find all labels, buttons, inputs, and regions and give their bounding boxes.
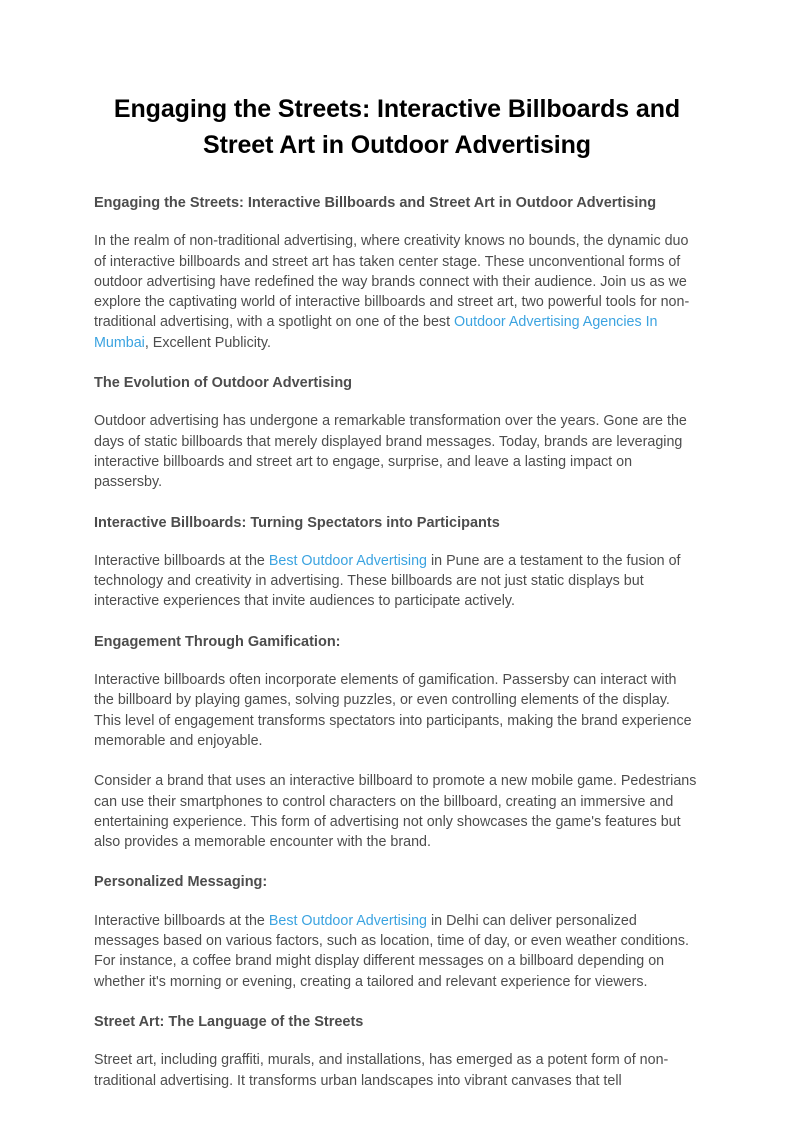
- link-best-outdoor-advertising-pune[interactable]: Best Outdoor Advertising: [268, 552, 427, 569]
- paragraph-intro-text-before: In the realm of non-traditional advertising, where creativity knows no bounds, the dynamic duo of interactive billboards and street art has taken center stage. These unconventional forms of outdoor advertising have redefined the way brands connect with their audience. Join us as we explore the captivating world of interactive billboards and street art, two powerful tools for non-traditional advertising, with a spotlight on one of the best: [94, 233, 690, 331]
- paragraph-intro-text-after: , Excellent Publicity.: [144, 334, 271, 351]
- link-best-outdoor-advertising-delhi[interactable]: Best Outdoor Advertising: [268, 912, 427, 929]
- paragraph-mobile-game-example: Consider a brand that uses an interactive billboard to promote a new mobile game. Pedestrians can use their smartphones to control characters on the billboard, creating an immersive and entertaining experience. This form of advertising not only showcases the game's features but also provides a memorable encounter with the brand.: [94, 773, 697, 851]
- intro-heading: Engaging the Streets: Interactive Billboards and Street Art in Outdoor Advertising: [94, 195, 657, 211]
- heading-interactive-billboards: Interactive Billboards: Turning Spectators into Participants: [94, 514, 500, 531]
- page-title: Engaging the Streets: Interactive Billboards and Street Art in Outdoor Advertising: [113, 95, 681, 159]
- heading-personalized-messaging: Personalized Messaging:: [94, 874, 268, 891]
- paragraph-street-art: Street art, including graffiti, murals, and installations, has emerged as a potent form of non-traditional advertising. It transforms urban landscapes into vibrant canvases that tell: [94, 1052, 669, 1089]
- paragraph-evolution: Outdoor advertising has undergone a remarkable transformation over the years. Gone are the days of static billboards that merely displayed brand messages. Today, brands are leveraging interactive billboards and street art to engage, surprise, and leave a lasting impact on passersby.: [94, 413, 687, 491]
- heading-engagement-through-gamification: Engagement Through Gamification:: [94, 633, 341, 650]
- paragraph-personalized-messaging: [94, 911, 700, 992]
- heading-evolution-of-outdoor-advertising: The Evolution of Outdoor Advertising: [94, 375, 353, 392]
- paragraph-intro: [94, 231, 700, 353]
- link-outdoor-advertising-agencies-mumbai[interactable]: Outdoor Advertising Agencies In Mumbai: [94, 314, 658, 351]
- paragraph-interactive-billboards: [94, 551, 700, 612]
- paragraph-gamification: Interactive billboards often incorporate elements of gamification. Passersby can interact with the billboard by playing games, solving puzzles, or even controlling elements of the display. This level of engagement transforms spectators into participants, making the brand experience memorable and enjoyable.: [94, 672, 692, 749]
- heading-street-art-language-of-streets: Street Art: The Language of the Streets: [94, 1013, 364, 1030]
- paragraph-personalized-text-before: Interactive billboards at the: [94, 912, 269, 929]
- paragraph-interactive-text-before: Interactive billboards at the: [94, 552, 269, 569]
- paragraph-personalized-text-after: in Delhi can deliver personalized messages based on various factors, such as location, time of day, or even weather conditions. For instance, a coffee brand might display different messages on a billboard depending on whether it's morning or evening, creating a tailored and relevant experience for viewers.: [94, 912, 689, 990]
- paragraph-interactive-text-after: in Pune are a testament to the fusion of technology and creativity in advertising. These billboards are not just static displays but interactive experiences that invite audiences to participate actively.: [94, 552, 681, 610]
